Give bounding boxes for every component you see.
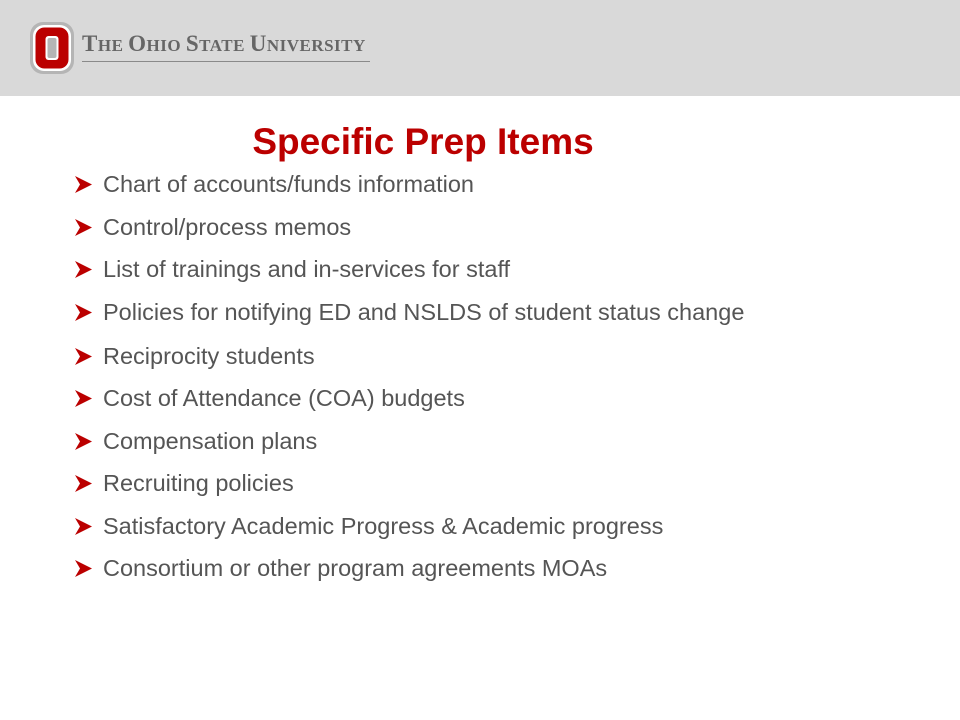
university-wordmark: THE OHIO STATE UNIVERSITY xyxy=(82,31,366,56)
list-item-text: Policies for notifying ED and NSLDS of student status change xyxy=(103,298,745,325)
list-item xyxy=(74,253,834,285)
arrowhead-bullet-icon xyxy=(74,560,92,577)
list-item-text: Recruiting policies xyxy=(103,470,294,496)
list-item-text: Compensation plans xyxy=(103,427,318,454)
header-band xyxy=(0,0,960,96)
list-item xyxy=(74,425,834,457)
list-item-text: Chart of accounts/funds information xyxy=(103,171,474,197)
list-item-text: Reciprocity students xyxy=(103,342,315,369)
list-item xyxy=(74,211,834,243)
list-item xyxy=(74,552,834,584)
arrowhead-bullet-icon xyxy=(74,518,92,535)
slide-title: Specific Prep Items xyxy=(252,120,594,162)
arrowhead-bullet-icon xyxy=(74,433,92,450)
list-item-text: Satisfactory Academic Progress & Academic progress xyxy=(103,512,664,539)
bullet-list xyxy=(74,168,834,595)
list-item xyxy=(74,467,834,499)
arrowhead-bullet-icon xyxy=(74,176,92,193)
arrowhead-bullet-icon xyxy=(74,261,92,278)
list-item-text: Control/process memos xyxy=(103,213,352,240)
block-o-logo-icon xyxy=(30,22,74,74)
list-item xyxy=(74,510,834,542)
list-item xyxy=(74,382,834,414)
arrowhead-bullet-icon xyxy=(74,475,92,492)
list-item-text: Consortium or other program agreements MOAs xyxy=(103,555,608,581)
list-item xyxy=(74,296,834,328)
list-item xyxy=(74,168,834,200)
list-item-text: List of trainings and in-services for staff xyxy=(103,256,511,282)
list-item-text: Cost of Attendance (COA) budgets xyxy=(103,385,465,411)
arrowhead-bullet-icon xyxy=(74,219,92,236)
wordmark-underline xyxy=(82,61,370,62)
arrowhead-bullet-icon xyxy=(74,348,92,365)
arrowhead-bullet-icon xyxy=(74,390,92,407)
list-item xyxy=(74,340,834,372)
arrowhead-bullet-icon xyxy=(74,304,92,321)
